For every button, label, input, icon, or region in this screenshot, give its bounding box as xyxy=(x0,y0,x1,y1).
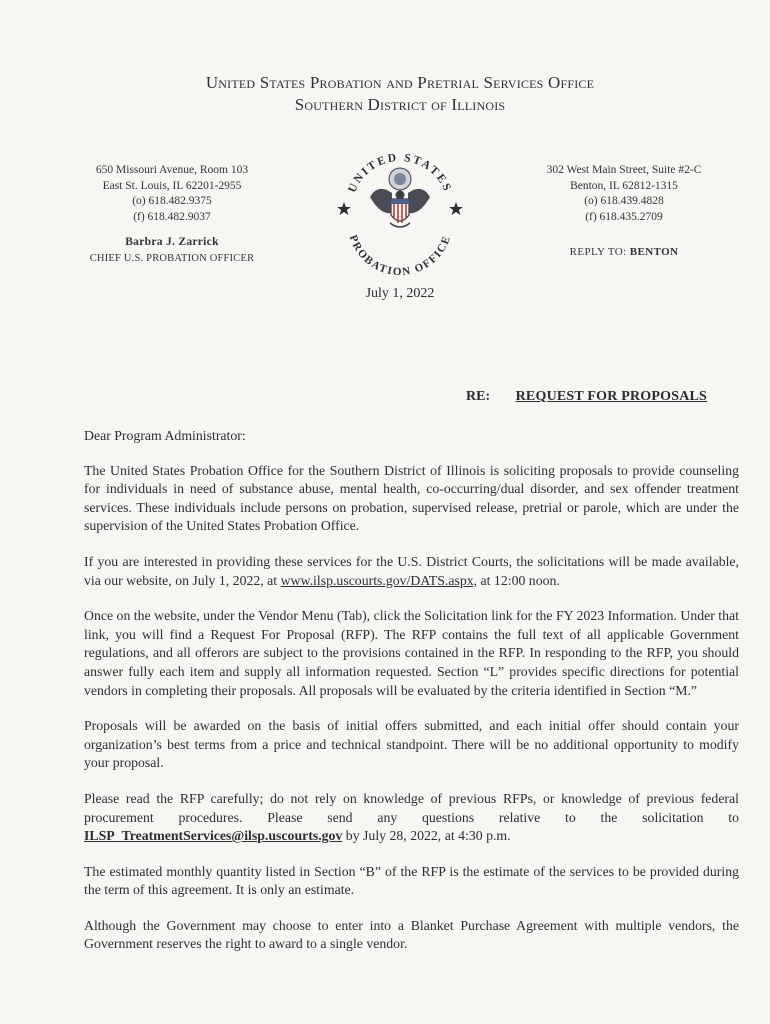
left-fax: (f) 618.482.9037 xyxy=(133,210,211,223)
letter-date: July 1, 2022 xyxy=(365,286,435,301)
seal-top-text: UNITED STATES xyxy=(346,151,454,195)
seal-bottom-text: PROBATION OFFICE xyxy=(346,233,454,275)
probation-office-seal xyxy=(330,135,470,275)
paragraph: Once on the website, under the Vendor Menu (Tab), click the Solicitation link for the FY 2023 Information. Under that link, you will find a Request For Proposal (RFP). The RFP contains the full text of all applicable Government regulations, and all offerors are subject to the provisions contained in the RFP. In responding to the RFP, you should answer fully each item and supply all information requested. Section “L” provides specific directions for potential vendors in completing their proposals. All proposals will be evaluated by the criteria identified in Section “M.” xyxy=(84,608,739,698)
seal-right-star xyxy=(449,202,463,215)
left-phone: (o) 618.482.9375 xyxy=(132,195,212,207)
eagle-emblem xyxy=(370,168,430,227)
right-phone: (o) 618.439.4828 xyxy=(584,195,664,207)
left-address-line: East St. Louis, IL 62201-2955 xyxy=(102,179,242,192)
letter-body xyxy=(84,427,739,971)
re-subject: REQUEST FOR PROPOSALS xyxy=(515,389,708,404)
officer-name: Barbra J. Zarrick xyxy=(125,236,219,248)
left-address-line: 650 Missouri Avenue, Room 103 xyxy=(95,164,249,176)
reply-to xyxy=(520,245,728,261)
office-title-line2: Southern District of Illinois xyxy=(294,95,506,114)
paragraph: Proposals will be awarded on the basis of initial offers submitted, and each initial offer should contain your organization’s best terms from a price and technical standpoint. There will be no additional opportunity to modify your proposal. xyxy=(84,718,739,771)
seal-left-star xyxy=(337,202,351,215)
paragraph xyxy=(84,553,739,590)
paragraph: Although the Government may choose to enter into a Blanket Purchase Agreement with multiple vendors, the Government reserves the right to award to a single vendor. xyxy=(84,917,739,952)
left-address-block xyxy=(60,163,284,266)
paragraph-text: If you are interested in providing these services for the U.S. District Courts, the solicitations will be made available, via our website, on July 1, 2022, at xyxy=(84,553,739,588)
office-title-line1: United States Probation and Pretrial Services Office xyxy=(205,73,595,92)
paragraph xyxy=(84,790,739,846)
paragraph-text: Please read the RFP carefully; do not rely on knowledge of previous RFPs, or knowledge of previous federal procurement procedures. Please send any questions relative to the solicitation to xyxy=(84,790,739,825)
paragraph-text: at 12:00 noon. xyxy=(477,572,560,588)
re-label: RE: xyxy=(466,389,491,404)
right-fax: (f) 618.435.2709 xyxy=(585,210,663,223)
right-address-block xyxy=(520,163,728,261)
paragraph: The United States Probation Office for the Southern District of Illinois is soliciting proposals to provide counseling for individuals in need of substance abuse, mental health, co-occurring/dual disorder, and sex offender treatment services. These individuals include persons on probation, supervised release, pretrial or parole, which are under the supervision of the United States Probation Office. xyxy=(84,462,739,534)
salutation: Dear Program Administrator: xyxy=(84,428,246,443)
paragraph: The estimated monthly quantity listed in Section “B” of the RFP is the estimate of the services to be provided during the term of this agreement. It is only an estimate. xyxy=(84,863,739,898)
officer-block xyxy=(60,235,284,266)
re-line xyxy=(466,389,707,405)
right-address-line: Benton, IL 62812-1315 xyxy=(570,179,678,192)
officer-title: CHIEF U.S. PROBATION OFFICER xyxy=(89,252,255,264)
reply-to-label: REPLY TO: xyxy=(569,246,627,258)
right-address-line: 302 West Main Street, Suite #2-C xyxy=(546,164,702,176)
office-title xyxy=(0,72,770,116)
paragraph-text: by July 28, 2022, at 4:30 p.m. xyxy=(342,828,511,844)
reply-to-value: BENTON xyxy=(629,246,679,258)
email-link[interactable]: ILSP_TreatmentServices@ilsp.uscourts.gov xyxy=(84,828,343,844)
website-link[interactable]: www.ilsp.uscourts.gov/DATS.aspx, xyxy=(280,572,478,588)
